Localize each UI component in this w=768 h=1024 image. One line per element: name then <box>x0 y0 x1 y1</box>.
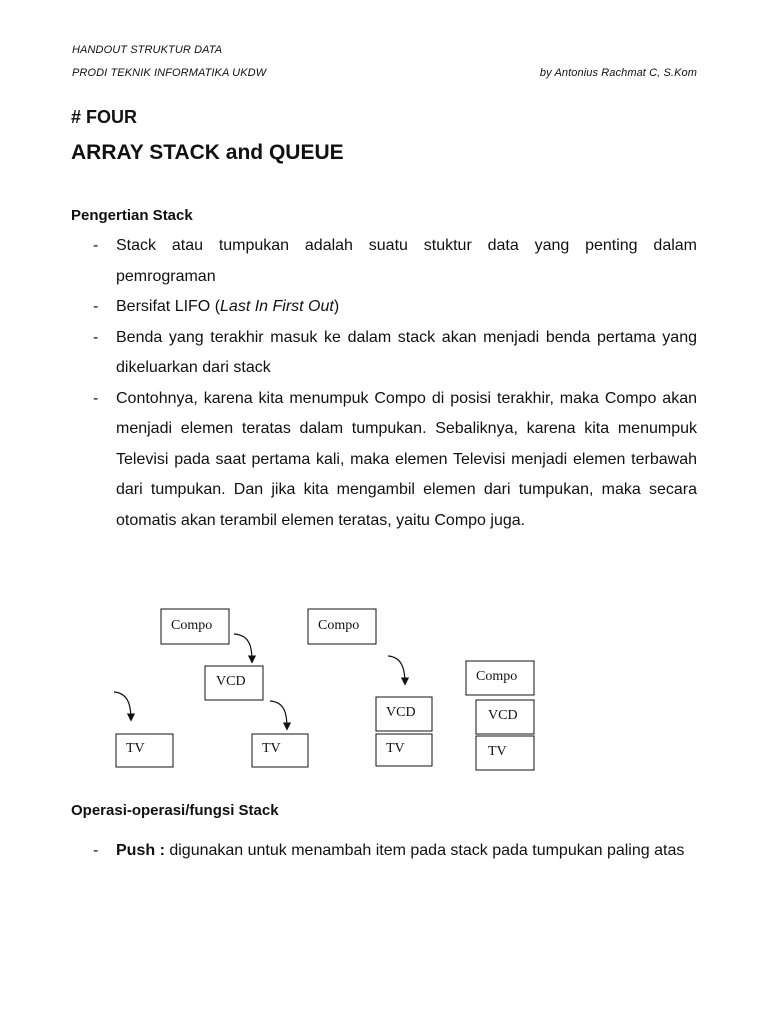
diagram-label: TV <box>262 741 281 756</box>
diagram-label: VCD <box>488 708 518 723</box>
chapter-number: # FOUR <box>71 107 138 127</box>
list-item <box>93 323 697 384</box>
list-item <box>93 836 697 867</box>
bullet-dash: - <box>93 237 99 254</box>
list-item-text: Contohnya, karena kita menumpuk Compo di posisi terakhir, maka Compo akan menjadi elemen teratas dalam tumpukan. Sebaliknya, karena kita menumpuk Televisi pada saat pertama kali, maka elemen Televisi menjadi elemen terbawah dari tumpukan. Dan jika kita mengambil elemen dari tumpukan, maka secara otomatis akan terambil elemen teratas, yaitu Compo juga. <box>116 389 697 529</box>
diagram-label: VCD <box>386 705 416 720</box>
header-course: HANDOUT STRUKTUR DATA <box>72 44 223 56</box>
bullet-dash: - <box>93 389 99 407</box>
page-title: ARRAY STACK and QUEUE <box>71 141 344 164</box>
stack-definition-list <box>93 231 697 536</box>
lifo-prefix: Bersifat LIFO ( <box>116 298 221 315</box>
diagram-label: Compo <box>318 618 360 633</box>
diagram-label: TV <box>488 744 507 759</box>
list-item-text <box>116 292 697 323</box>
bullet-dash: - <box>93 328 99 346</box>
stack-operations-list <box>93 836 697 867</box>
stack-diagram <box>0 595 768 785</box>
list-item <box>93 231 697 292</box>
diagram-label: TV <box>386 741 405 756</box>
diagram-label: Compo <box>171 618 213 633</box>
push-arrow <box>388 656 405 684</box>
diagram-label: VCD <box>216 674 246 689</box>
operation-description: digunakan untuk menambah item pada stack pada tumpukan paling atas <box>164 842 685 859</box>
list-item <box>93 292 697 323</box>
header-program: PRODI TEKNIK INFORMATIKA UKDW <box>72 67 267 79</box>
section-heading-stack-operations: Operasi-operasi/fungsi Stack <box>71 802 279 819</box>
list-item-text: Benda yang terakhir masuk ke dalam stack akan menjadi benda pertama yang dikeluarkan dari stack <box>116 328 697 376</box>
diagram-label: Compo <box>476 669 518 684</box>
list-item <box>93 384 697 537</box>
push-arrow <box>270 701 287 729</box>
lifo-expansion: Last In First Out <box>220 298 334 315</box>
push-arrow <box>114 692 131 720</box>
operation-name: Push : <box>116 842 165 859</box>
header-author: by Antonius Rachmat C, S.Kom <box>539 67 697 79</box>
diagram-label: TV <box>126 741 145 756</box>
list-item-text: Stack atau tumpukan adalah suatu stuktur data yang penting dalam pemrograman <box>116 237 697 285</box>
list-item-text <box>116 836 697 867</box>
bullet-dash: - <box>93 298 99 315</box>
section-heading-stack-definition: Pengertian Stack <box>71 207 193 224</box>
push-arrow <box>234 634 252 662</box>
bullet-dash: - <box>93 842 99 859</box>
lifo-suffix: ) <box>333 298 340 315</box>
